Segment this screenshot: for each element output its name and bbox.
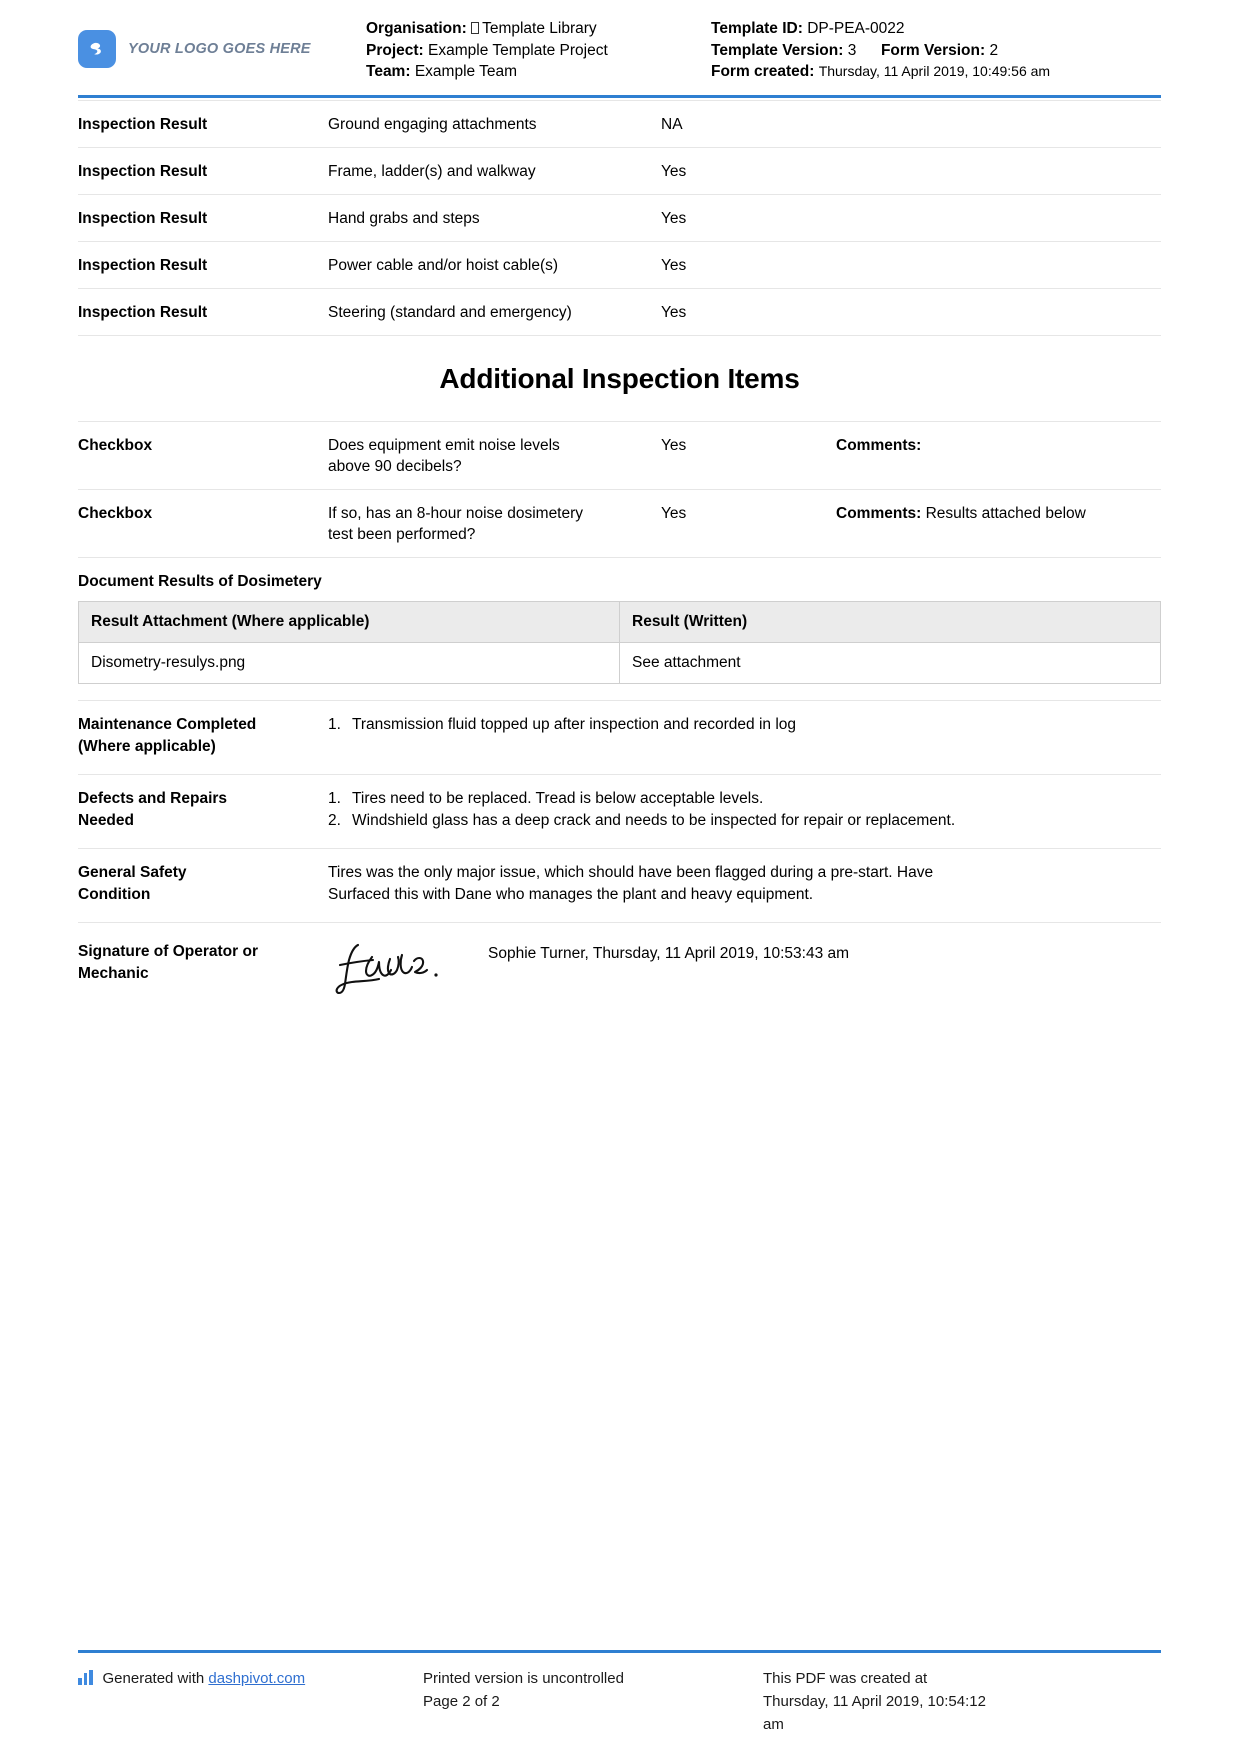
row-question-line1: If so, has an 8-hour noise dosimetery [328,504,584,522]
footer-created-line1: This PDF was created at [763,1670,928,1687]
organisation-label: Organisation: [366,20,467,37]
list-item [328,810,1161,832]
footer-created-line3: am [763,1716,784,1733]
field-label-line1: General Safety [78,863,187,881]
project-label: Project: [366,41,424,59]
row-label: Checkbox [78,504,153,522]
row-answer: Yes [661,504,687,522]
row-answer: Yes [661,209,687,227]
signature-label-line2: Mechanic [78,964,149,982]
list-text: Windshield glass has a deep crack and needs to be inspected for repair or replacement. [352,811,956,829]
page-footer [78,1650,1161,1754]
header-meta-right [711,18,1161,83]
signature-meta: Sophie Turner, Thursday, 11 April 2019, 10:53:43 am [488,944,850,962]
general-safety-line1: Tires was the only major issue, which should have been flagged during a pre-start. Have [328,863,934,881]
numbered-list [328,788,1161,832]
dashpivot-link[interactable]: dashpivot.com [208,1670,306,1687]
row-question: Power cable and/or hoist cable(s) [328,256,559,274]
project-line [366,40,711,62]
document-body [78,98,1161,1651]
footer-page-number: Page 2 of 2 [423,1693,500,1710]
missing-glyph-icon [471,22,479,34]
list-number: 2. [328,811,341,829]
row-question: Frame, ladder(s) and walkway [328,162,536,180]
row-question [328,503,661,545]
column-header-result-written: Result (Written) [620,601,1161,642]
field-label [78,788,328,832]
field-row-general-safety-condition [78,849,1161,923]
field-label-line1: Maintenance Completed [78,715,257,733]
table-row [78,100,1161,148]
row-label: Inspection Result [78,162,208,180]
list-item [328,714,1161,736]
signature-label [78,941,328,985]
cell-result-written: See attachment [620,642,1161,683]
table-row [78,242,1161,289]
form-version-label: Form Version: [880,41,986,59]
form-created-value: Thursday, 11 April 2019, 10:49:56 am [818,63,1051,79]
field-value [328,862,1161,906]
team-label: Team: [366,63,411,80]
row-label: Inspection Result [78,256,208,274]
signature-row [78,923,1161,1012]
list-item [328,788,1161,810]
form-created-line [711,61,1161,83]
field-row-maintenance-completed [78,700,1161,775]
field-value [328,714,1161,736]
logo-block [78,18,366,68]
numbered-list [328,714,1161,736]
template-id-value: DP-PEA-0022 [807,20,905,37]
row-answer: Yes [661,162,687,180]
row-label: Inspection Result [78,303,208,321]
dosimetery-table [78,601,1161,684]
footer-printed-line1: Printed version is uncontrolled [423,1670,624,1687]
organisation-value: Template Library [482,20,597,37]
versions-line [711,40,1161,62]
template-id-label: Template ID: [711,20,803,37]
template-version-label: Template Version: [711,41,844,59]
table-row [78,490,1161,558]
footer-created-block [763,1667,1161,1736]
page-header [78,0,1161,98]
row-question: Hand grabs and steps [328,209,480,227]
row-answer: Yes [661,436,687,454]
table-row [78,289,1161,336]
field-label-line2: Needed [78,811,134,829]
handwritten-signature-icon [328,941,488,1002]
form-version-value: 2 [989,41,999,59]
template-version-value: 3 [847,41,857,59]
row-question: Ground engaging attachments [328,115,537,133]
field-row-defects-and-repairs [78,775,1161,849]
footer-generated-text [103,1667,306,1690]
row-answer: Yes [661,303,687,321]
column-header-result-attachment: Result Attachment (Where applicable) [79,601,620,642]
row-question [328,435,661,477]
footer-printed-block [423,1667,763,1713]
row-comments [836,503,1161,524]
cell-result-attachment: Disometry-resulys.png [79,642,620,683]
logo-text: YOUR LOGO GOES HERE [128,41,311,57]
field-value [328,788,1161,832]
team-line [366,61,711,83]
general-safety-line2: Surfaced this with Dane who manages the plant and heavy equipment. [328,885,814,903]
signature-label-line1: Signature of Operator or [78,942,258,960]
footer-generated-prefix: Generated with [102,1670,209,1687]
row-answer: NA [661,115,683,133]
field-label-line1: Defects and Repairs [78,789,228,807]
form-created-label: Form created: [711,63,815,80]
footer-created-line2: Thursday, 11 April 2019, 10:54:12 [763,1693,986,1710]
section-title-additional-inspection-items: Additional Inspection Items [78,336,1161,422]
field-label [78,714,328,758]
template-id-line [711,18,1161,40]
field-label-line2: Condition [78,885,151,903]
row-answer: Yes [661,256,687,274]
row-label: Inspection Result [78,115,208,133]
table-row [78,195,1161,242]
header-meta-left [366,18,711,83]
table-header-row [79,601,1161,642]
row-label: Inspection Result [78,209,208,227]
row-question-line2: above 90 decibels? [328,457,462,475]
table-row [79,642,1161,683]
list-number: 1. [328,789,341,807]
row-comments [836,435,1161,456]
table-row [78,422,1161,490]
list-number: 1. [328,715,341,733]
footer-generated-block [78,1667,423,1690]
row-question: Steering (standard and emergency) [328,303,572,321]
list-text: Tires need to be replaced. Tread is below acceptable levels. [352,789,764,807]
comments-label: Comments: [836,436,922,454]
header-meta [366,18,1161,83]
organisation-line [366,18,711,40]
row-label: Checkbox [78,436,153,454]
team-value: Example Team [414,63,518,80]
comments-value: Results attached below [925,504,1086,522]
field-label-line2: (Where applicable) [78,737,216,755]
dashpivot-logo-icon [78,30,116,68]
bar-chart-icon [78,1670,95,1685]
field-label [78,862,328,906]
list-text: Transmission fluid topped up after inspection and recorded in log [352,715,797,733]
comments-label: Comments: [836,504,922,522]
dosimetery-heading: Document Results of Dosimetery [78,572,322,590]
row-question-line1: Does equipment emit noise levels [328,436,560,454]
project-value: Example Template Project [428,41,608,59]
row-question-line2: test been performed? [328,525,476,543]
table-row [78,148,1161,195]
